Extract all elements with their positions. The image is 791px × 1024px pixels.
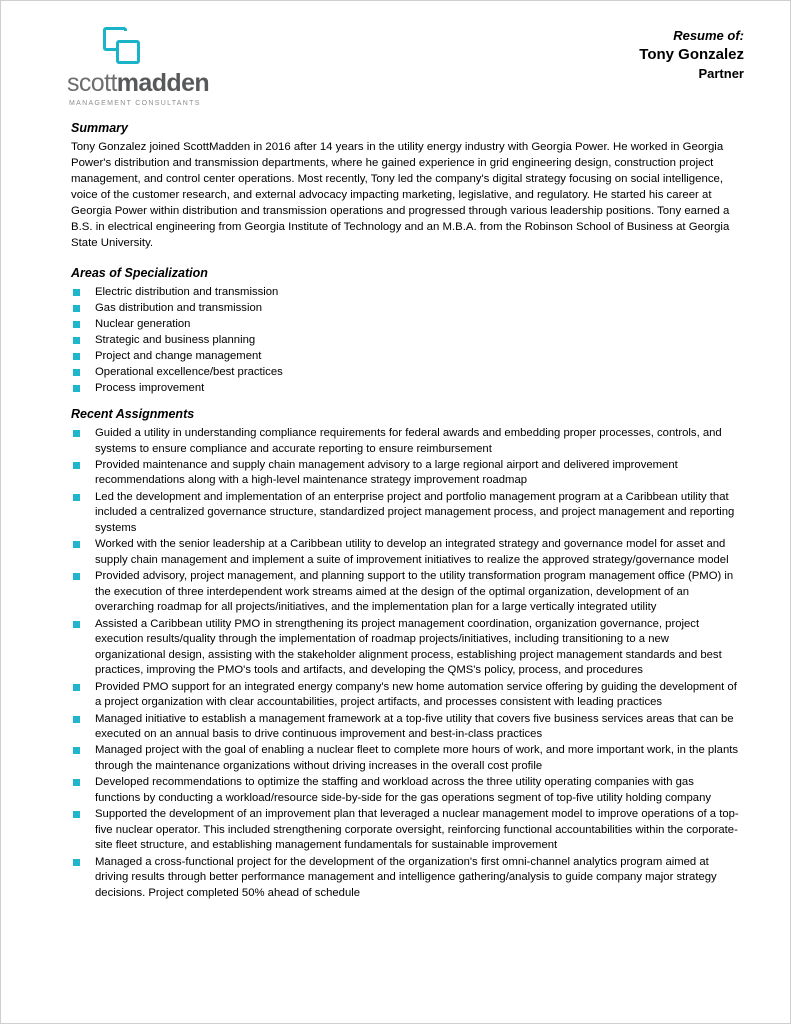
- list-item-label: Assisted a Caribbean utility PMO in strengthening its project management coordination, organization governance, project execution results/quality through the implementation of roadmap projects/initiatives, including transitioning to a new organizational design, assisting with the stakeholder alignment process, establishing project management standards and best practices, improving the PMO's tools and artifacts, and developing the QMS's policy, process, and procedures: [95, 617, 722, 677]
- list-item: [71, 680, 740, 711]
- specialization-list: [49, 285, 744, 396]
- page-content: [1, 1, 791, 1024]
- list-item-label: Gas distribution and transmission: [95, 301, 263, 314]
- square-bullet-icon: [73, 321, 80, 328]
- list-item: [71, 333, 740, 348]
- list-item: [71, 349, 740, 364]
- list-item: [71, 490, 740, 536]
- list-item: [71, 458, 740, 489]
- person-title: Partner: [698, 65, 744, 81]
- summary-heading: Summary: [71, 121, 128, 135]
- square-bullet-icon: [73, 385, 80, 392]
- resume-of-label: Resume of:: [673, 28, 744, 43]
- list-item-label: Provided maintenance and supply chain management advisory to a large regional airport and delivered improvement recommendations along with a high-level maintenance strategy improvement roadmap: [95, 459, 678, 487]
- square-bullet-icon: [73, 305, 80, 312]
- list-item: [71, 426, 740, 457]
- list-item-label: Supported the development of an improvement plan that leveraged a nuclear management model to improve operations of a top-five nuclear operator. This included strengthening corporate oversight, reinforcing functional accountabilities within the corporate-site fleet structure, and establishing management fundamentals for sustainable improvement: [95, 808, 739, 852]
- list-item: [71, 712, 740, 743]
- list-item-label: Managed a cross-functional project for the development of the organization's first omni-channel analytics program aimed at driving results through better performance management and intelligence gathering/analysis to guide company major strategy decisions. Project completed 50% ahead of schedule: [95, 855, 717, 899]
- list-item: [71, 617, 740, 679]
- list-item-label: Strategic and business planning: [95, 333, 256, 346]
- list-item: [71, 775, 740, 806]
- square-bullet-icon: [73, 353, 80, 360]
- summary-text: Tony Gonzalez joined ScottMadden in 2016 after 14 years in the utility energy industry with Georgia Power. He worked in Georgia Power's distribution and transmission departments, where he gained experience in grid engineering design, construction project management, and control center operations. Most recently, Tony led the company's digital strategy focusing on social intelligence, voice of the customer research, and external advocacy impacting marketing, legislative, and regulatory. He started his career at Georgia Power within distribution and transmission operations and progressed through various leadership positions. Tony earned a B.S. in electrical engineering from Georgia Institute of Technology and an M.B.A. from the Robinson School of Business at Georgia State University.: [71, 141, 730, 249]
- square-bullet-icon: [73, 621, 80, 628]
- square-bullet-icon: [73, 811, 80, 818]
- list-item-label: Guided a utility in understanding compliance requirements for federal awards and embedding proper processes, controls, and systems to ensure compliance and accurate reporting to ensure reimbursement: [95, 427, 722, 455]
- square-bullet-icon: [73, 573, 80, 580]
- square-bullet-icon: [73, 430, 80, 437]
- list-item-label: Electric distribution and transmission: [95, 285, 279, 298]
- list-item: [71, 743, 740, 774]
- square-bullet-icon: [73, 747, 80, 754]
- list-item: [71, 807, 740, 853]
- list-item: [71, 285, 740, 300]
- list-item-label: Managed initiative to establish a management framework at a top-five utility that covers five business services areas that can be executed on an annual basis to drive continuous improvement and best-in-class practices: [95, 712, 734, 740]
- list-item-label: Nuclear generation: [95, 317, 191, 330]
- list-item-label: Operational excellence/best practices: [95, 365, 283, 378]
- list-item: [71, 381, 740, 396]
- square-bullet-icon: [73, 494, 80, 501]
- specialization-heading: Areas of Specialization: [71, 265, 208, 280]
- list-item: [71, 855, 740, 901]
- square-bullet-icon: [73, 337, 80, 344]
- list-item: [71, 537, 740, 568]
- square-bullet-icon: [73, 716, 80, 723]
- list-item-label: Worked with the senior leadership at a Caribbean utility to develop an integrated strategy and governance model for asset and supply chain management and implement a suite of improvement initiatives to realize the approved strategy/governance model: [95, 538, 729, 566]
- square-bullet-icon: [73, 779, 80, 786]
- list-item-label: Process improvement: [95, 381, 205, 394]
- square-bullet-icon: [73, 462, 80, 469]
- list-item-label: Provided PMO support for an integrated energy company's new home automation service offering by guiding the development of a project organization with clear accountabilities, project artifacts, and processes consistent with leading practices: [95, 680, 737, 709]
- logo-wordmark: [67, 69, 209, 98]
- square-bullet-icon: [73, 369, 80, 376]
- list-item-label: Developed recommendations to optimize the staffing and workload across the three utility operating companies with gas functions by conducting a workload/resource side-by-side for the gas operations segment of top-five utility holding company: [95, 776, 712, 804]
- scottmadden-logo-mark-icon: [103, 27, 143, 67]
- square-bullet-icon: [73, 684, 80, 691]
- company-logo: [67, 27, 209, 107]
- list-item-label: Led the development and implementation of an enterprise project and portfolio management program at a Caribbean utility that included a centralized governance structure, standardized project management process, and project management and reporting systems: [95, 490, 735, 534]
- logo-word-bold: madden: [116, 69, 210, 97]
- list-item: [71, 569, 740, 615]
- logo-word-light: scott: [67, 69, 117, 97]
- resume-title-block: [639, 27, 744, 82]
- square-bullet-icon: [73, 541, 80, 548]
- assignments-list: [49, 426, 744, 901]
- square-bullet-icon: [73, 289, 80, 296]
- person-name: Tony Gonzalez: [639, 45, 744, 63]
- square-bullet-icon: [73, 859, 80, 866]
- list-item-label: Provided advisory, project management, and planning support to the utility transformation program management office (PMO) in the execution of three interdependent work streams aimed at the design of the optimal organization, development of an overarching roadmap for all projects/initiatives, and the implementation plan for a large vertically integrated utility: [95, 570, 734, 614]
- document-header: [49, 27, 744, 107]
- list-item: [71, 301, 740, 316]
- list-item-label: Managed project with the goal of enabling a nuclear fleet to complete more hours of work, and more important work, in the plants through the maintenance organizations without driving increases in the overall cost profile: [95, 744, 739, 772]
- logo-tagline: MANAGEMENT CONSULTANTS: [69, 100, 201, 107]
- list-item: [71, 317, 740, 332]
- assignments-heading: Recent Assignments: [71, 407, 195, 422]
- list-item: [71, 365, 740, 380]
- list-item-label: Project and change management: [95, 349, 262, 362]
